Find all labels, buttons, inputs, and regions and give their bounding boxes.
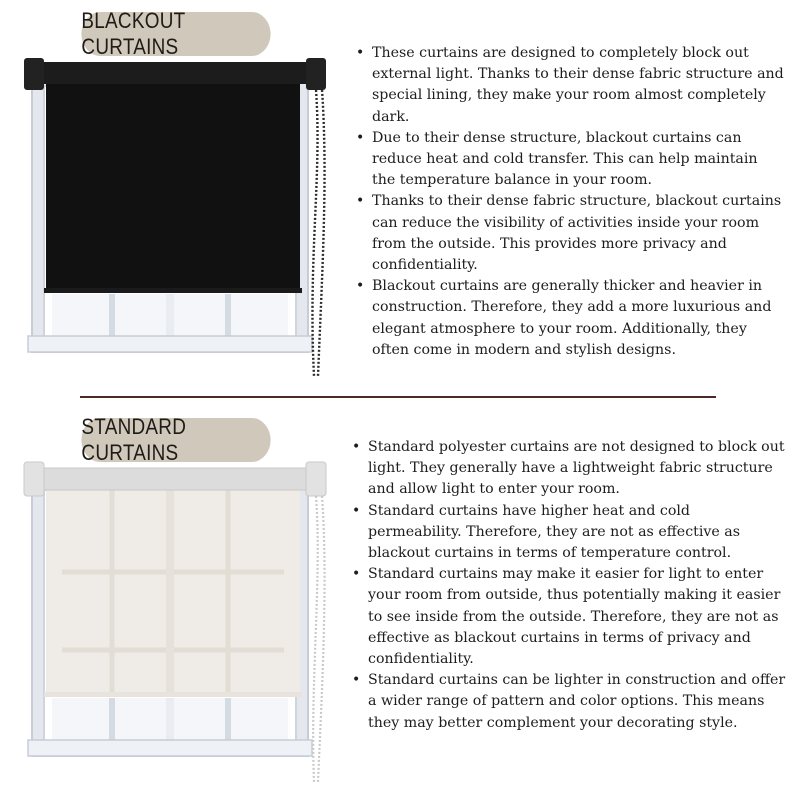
section-divider xyxy=(80,396,716,398)
list-item: • Standard curtains can be lighter in construction and offer a wider range of pattern and color options. This means they may better complement your decorating style. xyxy=(352,670,788,734)
standard-title: STANDARD CURTAINS xyxy=(81,414,187,465)
list-item: • Due to their dense structure, blackout curtains can reduce heat and cold transfer. This can help maintain the temperature balance in your room. xyxy=(356,128,784,192)
list-item: • Standard curtains have higher heat and cold permeability. Therefore, they are not as effective as blackout curtains in terms of temperature control. xyxy=(352,501,788,565)
blackout-bullet-list xyxy=(356,43,784,361)
list-item: • Blackout curtains are generally thicker and heavier in construction. Therefore, they add a more luxurious and elegant atmosphere to your room. Additionally, they often come in modern and stylish designs. xyxy=(356,276,784,361)
list-item: • Standard curtains may make it easier for light to enter your room from outside, thus potentially making it easier to see inside from the outside. Therefore, they are not as effective as blackout curtains in terms of privacy and confidentiality. xyxy=(352,564,788,670)
standard-curtain-illustration xyxy=(22,460,332,790)
standard-bullet-list xyxy=(352,437,788,734)
standard-title-badge xyxy=(81,414,270,465)
blackout-title-badge xyxy=(81,8,270,59)
list-item: • Thanks to their dense fabric structure, blackout curtains can reduce the visibility of activities inside your room from the outside. This provides more privacy and confidentiality. xyxy=(356,191,784,276)
blackout-title: BLACKOUT CURTAINS xyxy=(81,8,186,59)
blackout-curtain-illustration xyxy=(22,56,332,386)
list-item: • These curtains are designed to completely block out external light. Thanks to their dense fabric structure and special lining, they make your room almost completely dark. xyxy=(356,43,784,128)
list-item: • Standard polyester curtains are not designed to block out light. They generally have a lightweight fabric structure and allow light to enter your room. xyxy=(352,437,788,501)
